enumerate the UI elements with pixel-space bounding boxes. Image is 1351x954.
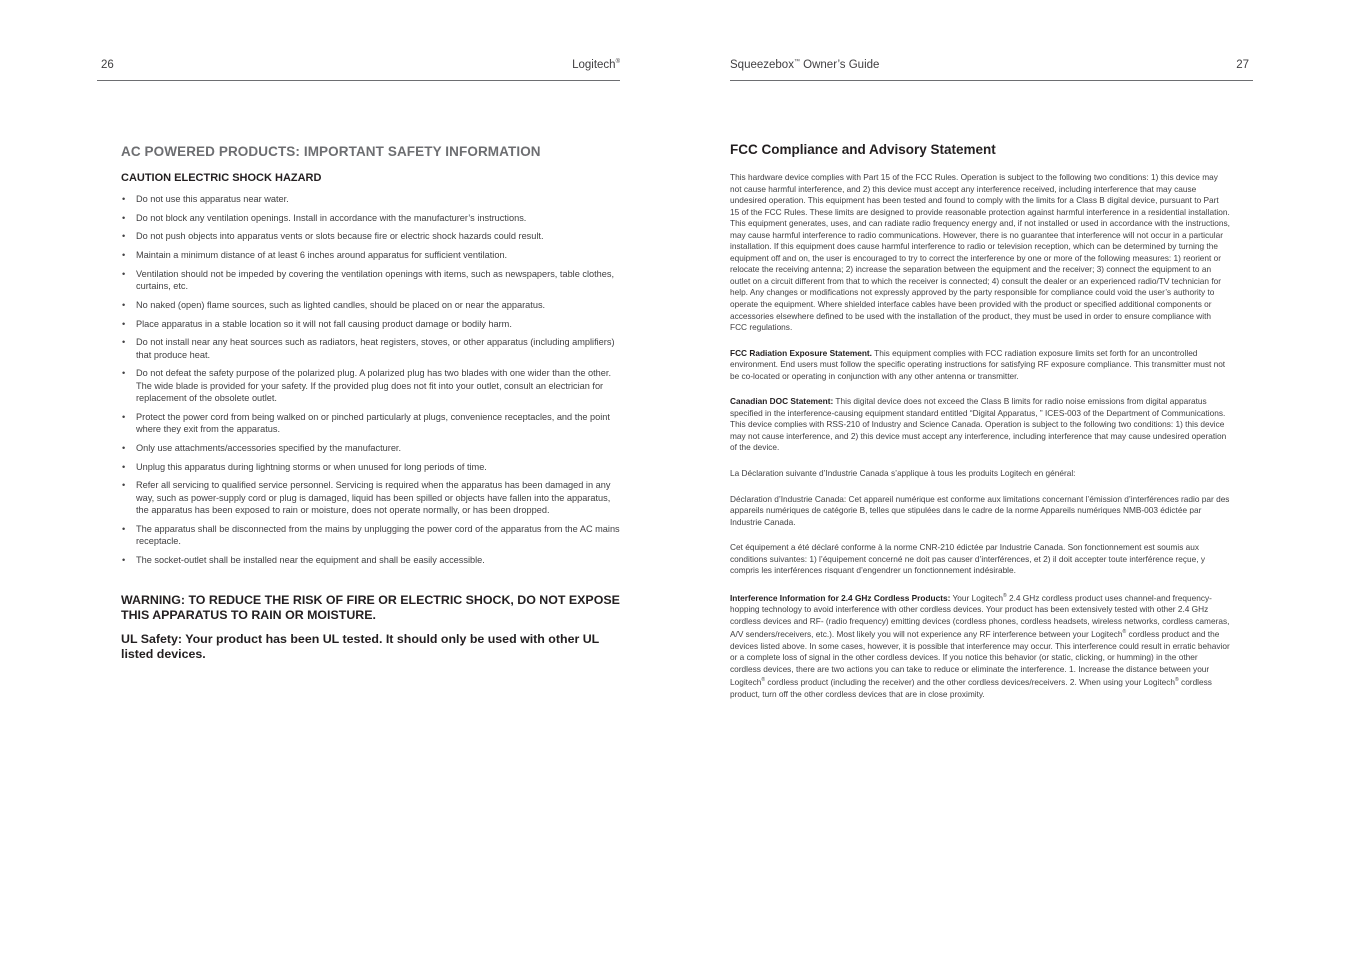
running-title-guide: [730, 59, 879, 71]
right-running-head: [730, 58, 1253, 81]
bullet-text: Place apparatus in a stable location so it will not fall causing product damage or bodily harm.: [136, 318, 512, 329]
bullet-text: Do not block any ventilation openings. Install in accordance with the manufacturer’s instructions.: [136, 212, 527, 223]
bullet-text: Do not push objects into apparatus vents or slots because fire or electric shock hazards could result.: [136, 231, 544, 242]
safety-section: [121, 144, 621, 662]
bullet-icon: •: [122, 411, 126, 422]
bullet-text: Protect the power cord from being walked on or pinched particularly at plugs, convenience receptacles, and the point where they exit from the apparatus.: [136, 411, 610, 435]
bullet-text: The apparatus shall be disconnected from the mains by unplugging the power cord of the apparatus from the AC mains receptacle.: [136, 523, 620, 547]
safety-heading: AC POWERED PRODUCTS: IMPORTANT SAFETY INFORMATION: [121, 144, 541, 159]
bullet-icon: •: [122, 443, 126, 454]
list-item: [121, 212, 621, 224]
canadian-doc-paragraph: [730, 396, 1230, 454]
page-number-left: 26: [101, 59, 114, 71]
interference-text-3: cordless product and the devices listed above. In some cases, however, it is possible that interference may occur. This interference could result in erratic behavior or a complete loss of signal in the other cordless devices. If you notice this behavior (or static, clicking, or humming) in the other cordless devices, there are two actions you can take to reduce or eliminate the interference. 1. Increase the distance between your Logitech: [730, 629, 1230, 687]
bullet-icon: •: [122, 212, 126, 223]
fcc-section: [730, 142, 1230, 712]
bullet-text: Unplug this apparatus during lightning storms or when unused for long periods of time.: [136, 461, 487, 472]
bullet-text: Maintain a minimum distance of at least 6 inches around apparatus for sufficient ventilation.: [136, 250, 508, 261]
left-page: [97, 0, 620, 954]
bullet-text: Refer all servicing to qualified service personnel. Servicing is required when the apparatus has been damaged in any way, such as power-supply cord or plug is damaged, liquid has been spilled or objects have fallen into the apparatus, the apparatus has been exposed to rain or moisture, does not operate normally, or has been dropped.: [136, 480, 611, 516]
french-declaration-paragraph: Déclaration d’Industrie Canada: Cet appareil numérique est conforme aux limitations concernant l’émission d’interférences radio par des appareils numériques de catégorie B, telles que stipulées dans le cadre de la norme Appareils numériques NMB-003 édictée par Industrie Canada.: [730, 493, 1230, 527]
radiation-exposure-label: FCC Radiation Exposure Statement.: [730, 347, 872, 358]
bullet-icon: •: [122, 523, 126, 534]
interference-text-1: Your Logitech: [950, 592, 1003, 603]
interference-text-4: cordless product (including the receiver) and the other cordless devices/receivers. 2. When using your Logitech: [765, 676, 1176, 687]
registered-mark: ®: [1122, 629, 1127, 636]
warning-statement: WARNING: TO REDUCE THE RISK OF FIRE OR ELECTRIC SHOCK, DO NOT EXPOSE THIS APPARATUS TO RAIN OR MOISTURE.: [121, 592, 620, 622]
registered-mark: ®: [1175, 677, 1179, 684]
list-item: [121, 367, 621, 404]
bullet-icon: •: [122, 368, 126, 379]
interference-info-paragraph: [730, 591, 1230, 700]
running-title-owners-guide: Owner’s Guide: [799, 59, 880, 71]
bullet-text: Ventilation should not be impeded by covering the ventilation openings with items, such as newspapers, table clothes, curtains, etc.: [136, 268, 615, 292]
fcc-compliance-paragraph: This hardware device complies with Part 15 of the FCC Rules. Operation is subject to the following two conditions: 1) this device may not cause harmful interference, and 2) this device must accept any interference received, including interference that may cause undesired operation. This equipment has been tested and found to comply with the limits for a Class B digital device, pursuant to Part 15 of the FCC Rules. These limits are designed to provide reasonable protection against harmful interference in a residential installation. This equipment generates, uses, and can radiate radio frequency energy and, if not installed or used in accordance with the instructions, may cause harmful interference to radio communications. However, there is no guarantee that interference will not occur in a particular installation. If this equipment does cause harmful interference to radio or television reception, which can be determined by turning the equipment off and on, the user is encouraged to try to correct the interference by one or more of the following measures: 1) reorient or relocate the receiving antenna; 2) increase the separation between the equipment and the receiver; 3) connect the equipment to an outlet on a circuit different from that to which the receiver is connected; 4) consult the dealer or an experienced radio/TV technician for help. Any changes or modifications not expressly approved by the party responsible for compliance could void the user’s authority to operate the equipment. Where shielded interface cables have been provided with the product or specified additional components or accessories elsewhere defined to be used with the installation of the product, they must be used in order to ensure compliance with FCC regulations.: [730, 172, 1230, 333]
bullet-icon: •: [122, 231, 126, 242]
interference-text-2: 2.4 GHz cordless product uses channel-and frequency-hopping technology to avoid interference with other cordless devices. Your product has been extensively tested with other 2.4 GHz cordless devices and RF- (radio frequency) emitting devices (cordless phones, cordless headsets, wireless networks, cordless cameras, A/V senders/receivers, etc.). Most likely you will not experience any RF interference between your Logitech: [730, 592, 1230, 640]
bullet-icon: •: [122, 318, 126, 329]
bullet-icon: •: [122, 194, 126, 204]
bullet-icon: •: [122, 299, 126, 310]
list-item: [121, 268, 621, 293]
french-intro-paragraph: La Déclaration suivante d’Industrie Canada s’applique à tous les produits Logitech en général:: [730, 468, 1076, 479]
bullet-icon: •: [122, 268, 126, 279]
safety-bullet-list: [121, 193, 621, 567]
list-item: [121, 479, 621, 516]
bullet-icon: •: [122, 461, 126, 472]
bullet-text: Do not defeat the safety purpose of the polarized plug. A polarized plug has two blades with one wider than the other. The wide blade is provided for your safety. If the provided plug does not fit into your outlet, consult an electrician for replacement of the obsolete outlet.: [136, 368, 612, 404]
canadian-doc-text: This digital device does not exceed the Class B limits for radio noise emissions from digital apparatus specified in the interference-causing equipment standard entitled “Digital Apparatus, ” ICES-003 of the Department of Communications. This device complies with RSS-210 of Industry and Science Canada. Operation is subject to the following two conditions: 1) this device may not cause interference, and 2) this device must accept any interference, including interference that may cause undesired operation of the device.: [730, 396, 1227, 453]
interference-text-5: cordless product, turn off the other cordless devices that are in close proximity.: [730, 676, 1212, 699]
list-item: [121, 249, 621, 261]
radiation-exposure-paragraph: [730, 348, 1230, 383]
running-title-logitech-text: Logitech: [572, 59, 616, 71]
ul-safety-statement: UL Safety: Your product has been UL tested. It should only be used with other UL listed devices.: [121, 631, 600, 661]
bullet-text: No naked (open) flame sources, such as lighted candles, should be placed on or near the apparatus.: [136, 299, 546, 310]
running-title-squeezebox: Squeezebox: [730, 59, 794, 71]
registered-mark: ®: [761, 677, 766, 684]
bullet-icon: •: [122, 555, 126, 566]
page-number-right: 27: [1236, 59, 1249, 71]
fcc-heading: FCC Compliance and Advisory Statement: [730, 142, 996, 157]
bullet-icon: •: [122, 480, 126, 491]
bullet-text: Do not use this apparatus near water.: [136, 194, 289, 204]
right-page: [730, 0, 1253, 954]
bullet-icon: •: [122, 337, 126, 348]
left-running-head: [97, 58, 620, 81]
bullet-text: Only use attachments/accessories specified by the manufacturer.: [136, 443, 402, 454]
canadian-doc-label: Canadian DOC Statement:: [730, 396, 834, 407]
list-item: [121, 193, 621, 205]
list-item: [121, 299, 621, 311]
running-title-logitech: [572, 59, 620, 71]
list-item: [121, 442, 621, 454]
list-item: [121, 461, 621, 473]
list-item: [121, 554, 621, 566]
caution-subheading: CAUTION ELECTRIC SHOCK HAZARD: [121, 172, 322, 184]
registered-mark: ®: [615, 59, 620, 66]
radiation-exposure-text: This equipment complies with FCC radiation exposure limits set forth for an uncontrolled environment. End users must follow the specific operating instructions for satisfying RF exposure compliance. This transmitter must not be co-located or operating in conjunction with any other antenna or transmitter.: [730, 347, 1226, 381]
list-item: [121, 523, 621, 548]
interference-info-label: Interference Information for 2.4 GHz Cordless Products:: [730, 592, 951, 603]
french-equipment-paragraph: Cet équipement a été déclaré conforme à la norme CNR-210 édictée par Industrie Canada. Son fonctionnement est soumis aux conditions suivantes: 1) l’équipement concerné ne doit pas causer d’interférences, et 2) il doit accepter toute interférence reçue, y compris les interférences risquant d’engendrer un fonctionnement indésirable.: [730, 542, 1206, 576]
list-item: [121, 336, 621, 361]
list-item: [121, 318, 621, 330]
trademark-mark: ™: [793, 59, 800, 66]
bullet-icon: •: [122, 250, 126, 261]
registered-mark: ®: [1002, 592, 1007, 599]
list-item: [121, 411, 621, 436]
bullet-text: The socket-outlet shall be installed near the equipment and shall be easily accessible.: [136, 555, 485, 566]
bullet-text: Do not install near any heat sources such as radiators, heat registers, stoves, or other apparatus (including amplifiers) that produce heat.: [136, 337, 615, 360]
list-item: [121, 230, 621, 242]
